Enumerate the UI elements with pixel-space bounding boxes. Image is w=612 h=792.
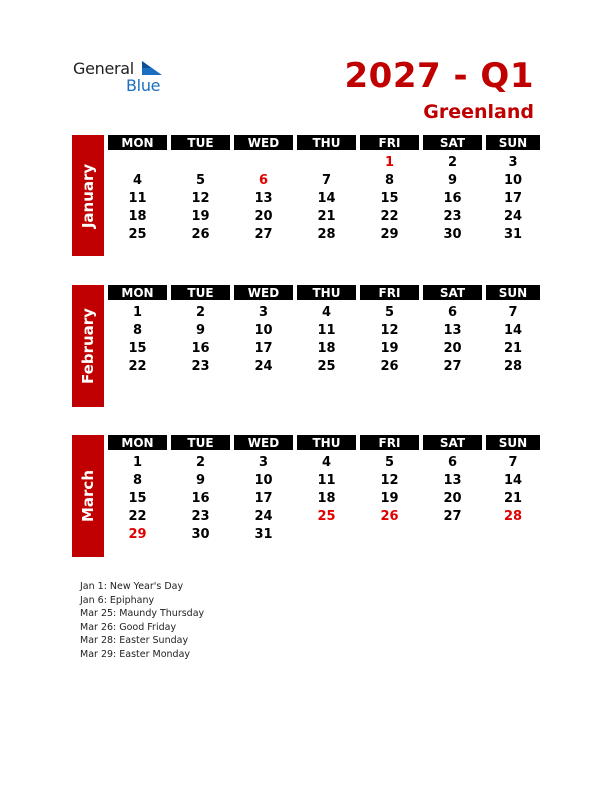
day-cell: 16 <box>191 491 210 506</box>
day-cell: 23 <box>191 359 210 374</box>
day-cell: 24 <box>254 509 273 524</box>
day-cell: 18 <box>317 491 336 506</box>
day-cell: 26 <box>380 509 399 524</box>
day-cell: 17 <box>254 491 273 506</box>
day-cell: 3 <box>258 305 269 320</box>
day-cell: 13 <box>443 323 462 338</box>
day-cell: 17 <box>503 191 523 206</box>
month-grid <box>108 435 540 544</box>
day-cell: 21 <box>317 209 336 224</box>
month-name: February <box>79 308 97 384</box>
week-row <box>108 508 540 526</box>
logo-text-blue: Blue <box>126 76 161 95</box>
page-title: 2027 - Q1 <box>344 56 534 96</box>
day-cell: 25 <box>317 509 336 524</box>
week-row <box>108 172 540 190</box>
day-cell: 1 <box>132 455 143 470</box>
empty-day-cell <box>486 526 540 544</box>
day-cell: 27 <box>254 227 273 242</box>
week-row <box>108 208 540 226</box>
day-cell: 20 <box>443 341 462 356</box>
day-cell: 31 <box>503 227 523 242</box>
holiday-note: Mar 28: Easter Sunday <box>80 635 189 647</box>
month-march <box>72 435 540 557</box>
holiday-note: Mar 25: Maundy Thursday <box>80 608 205 620</box>
weekday-header: TUE <box>171 135 230 150</box>
month-label-band <box>72 285 104 407</box>
holiday-note: Mar 29: Easter Monday <box>80 648 191 660</box>
empty-day-cell <box>234 154 293 172</box>
day-cell: 8 <box>384 173 395 188</box>
day-cell: 25 <box>128 227 147 242</box>
day-cell: 2 <box>195 455 206 470</box>
weekday-header: SAT <box>423 285 482 300</box>
day-cell: 9 <box>195 473 206 488</box>
day-cell: 9 <box>447 173 458 188</box>
day-cell: 24 <box>254 359 273 374</box>
day-cell: 21 <box>503 491 523 506</box>
day-cell: 11 <box>128 191 147 206</box>
day-cell: 14 <box>503 473 523 488</box>
day-cell: 19 <box>380 491 399 506</box>
day-cell: 16 <box>443 191 462 206</box>
day-cell: 23 <box>443 209 462 224</box>
day-cell: 4 <box>321 455 332 470</box>
day-cell: 21 <box>503 341 523 356</box>
country-name: Greenland <box>423 101 534 123</box>
weekday-header: THU <box>297 285 356 300</box>
weekday-header: MON <box>108 435 167 450</box>
day-cell: 8 <box>132 323 143 338</box>
day-cell: 4 <box>132 173 143 188</box>
day-cell: 28 <box>317 227 336 242</box>
day-cell: 11 <box>317 323 336 338</box>
holiday-note: Jan 1: New Year's Day <box>80 581 184 592</box>
weekday-header-row <box>108 435 540 450</box>
day-cell: 15 <box>128 491 147 506</box>
holiday-note: Jan 6: Epiphany <box>80 594 155 606</box>
day-cell: 26 <box>380 359 399 374</box>
logo <box>73 59 173 95</box>
weekday-header: WED <box>234 435 293 450</box>
weekday-header: MON <box>108 285 167 300</box>
week-row <box>108 358 540 376</box>
day-cell: 20 <box>443 491 462 506</box>
day-cell: 14 <box>317 191 336 206</box>
week-row <box>108 340 540 358</box>
day-cell: 12 <box>191 191 210 206</box>
day-cell: 12 <box>380 323 399 338</box>
day-cell: 1 <box>132 305 143 320</box>
empty-day-cell <box>108 154 167 172</box>
empty-day-cell <box>423 526 482 544</box>
day-cell: 5 <box>384 455 395 470</box>
weekday-header: SUN <box>486 435 540 450</box>
month-february <box>72 285 540 407</box>
weekday-header: THU <box>297 135 356 150</box>
day-cell: 18 <box>317 341 336 356</box>
logo-flag-icon <box>142 61 164 77</box>
week-row <box>108 526 540 544</box>
day-cell: 13 <box>443 473 462 488</box>
day-cell: 20 <box>254 209 273 224</box>
day-cell: 3 <box>258 455 269 470</box>
day-cell: 2 <box>195 305 206 320</box>
weekday-header: WED <box>234 285 293 300</box>
day-cell: 1 <box>384 155 395 170</box>
week-row <box>108 190 540 208</box>
weekday-header: FRI <box>360 435 419 450</box>
empty-day-cell <box>171 154 230 172</box>
day-cell: 8 <box>132 473 143 488</box>
day-cell: 15 <box>380 191 399 206</box>
day-cell: 22 <box>128 359 147 374</box>
day-cell: 22 <box>380 209 399 224</box>
day-cell: 10 <box>254 473 273 488</box>
month-grid <box>108 135 540 244</box>
day-cell: 30 <box>191 527 210 542</box>
day-cell: 25 <box>317 359 336 374</box>
day-cell: 7 <box>321 173 332 188</box>
month-january <box>72 135 540 256</box>
day-cell: 23 <box>191 509 210 524</box>
weekday-header: WED <box>234 135 293 150</box>
weekday-header: SUN <box>486 285 540 300</box>
weekday-header: TUE <box>171 285 230 300</box>
empty-day-cell <box>360 526 419 544</box>
day-cell: 15 <box>128 341 147 356</box>
day-cell: 12 <box>380 473 399 488</box>
holiday-note: Mar 26: Good Friday <box>80 621 177 633</box>
day-cell: 3 <box>508 155 518 170</box>
day-cell: 10 <box>254 323 273 338</box>
month-label-band <box>72 135 104 256</box>
day-cell: 7 <box>508 305 518 320</box>
empty-day-cell <box>297 154 356 172</box>
weekday-header-row <box>108 285 540 300</box>
month-grid <box>108 285 540 376</box>
empty-day-cell <box>297 526 356 544</box>
day-cell: 4 <box>321 305 332 320</box>
month-label-band <box>72 435 104 557</box>
month-name: January <box>79 163 97 228</box>
weekday-header: TUE <box>171 435 230 450</box>
day-cell: 17 <box>254 341 273 356</box>
day-cell: 19 <box>191 209 210 224</box>
day-cell: 19 <box>380 341 399 356</box>
day-cell: 13 <box>254 191 273 206</box>
week-row <box>108 490 540 508</box>
day-cell: 24 <box>503 209 523 224</box>
week-row <box>108 304 540 322</box>
day-cell: 6 <box>258 173 269 188</box>
weekday-header: MON <box>108 135 167 150</box>
day-cell: 5 <box>195 173 206 188</box>
day-cell: 29 <box>380 227 399 242</box>
day-cell: 26 <box>191 227 210 242</box>
weekday-header: SAT <box>423 135 482 150</box>
day-cell: 16 <box>191 341 210 356</box>
day-cell: 10 <box>503 173 523 188</box>
day-cell: 5 <box>384 305 395 320</box>
weekday-header: FRI <box>360 285 419 300</box>
weekday-header: SAT <box>423 435 482 450</box>
day-cell: 6 <box>447 305 458 320</box>
day-cell: 14 <box>503 323 523 338</box>
day-cell: 11 <box>317 473 336 488</box>
day-cell: 7 <box>508 455 518 470</box>
weekday-header: FRI <box>360 135 419 150</box>
weekday-header: SUN <box>486 135 540 150</box>
day-cell: 2 <box>447 155 458 170</box>
day-cell: 29 <box>128 527 147 542</box>
weekday-header-row <box>108 135 540 150</box>
day-cell: 18 <box>128 209 147 224</box>
holiday-list <box>80 580 204 662</box>
day-cell: 27 <box>443 359 462 374</box>
week-row <box>108 154 540 172</box>
month-name: March <box>79 469 97 523</box>
logo-text-general: General <box>73 59 134 78</box>
day-cell: 9 <box>195 323 206 338</box>
day-cell: 6 <box>447 455 458 470</box>
weekday-header: THU <box>297 435 356 450</box>
day-cell: 28 <box>503 359 523 374</box>
week-row <box>108 472 540 490</box>
week-row <box>108 226 540 244</box>
day-cell: 31 <box>254 527 273 542</box>
day-cell: 22 <box>128 509 147 524</box>
day-cell: 30 <box>443 227 462 242</box>
day-cell: 28 <box>503 509 523 524</box>
week-row <box>108 454 540 472</box>
week-row <box>108 322 540 340</box>
day-cell: 27 <box>443 509 462 524</box>
